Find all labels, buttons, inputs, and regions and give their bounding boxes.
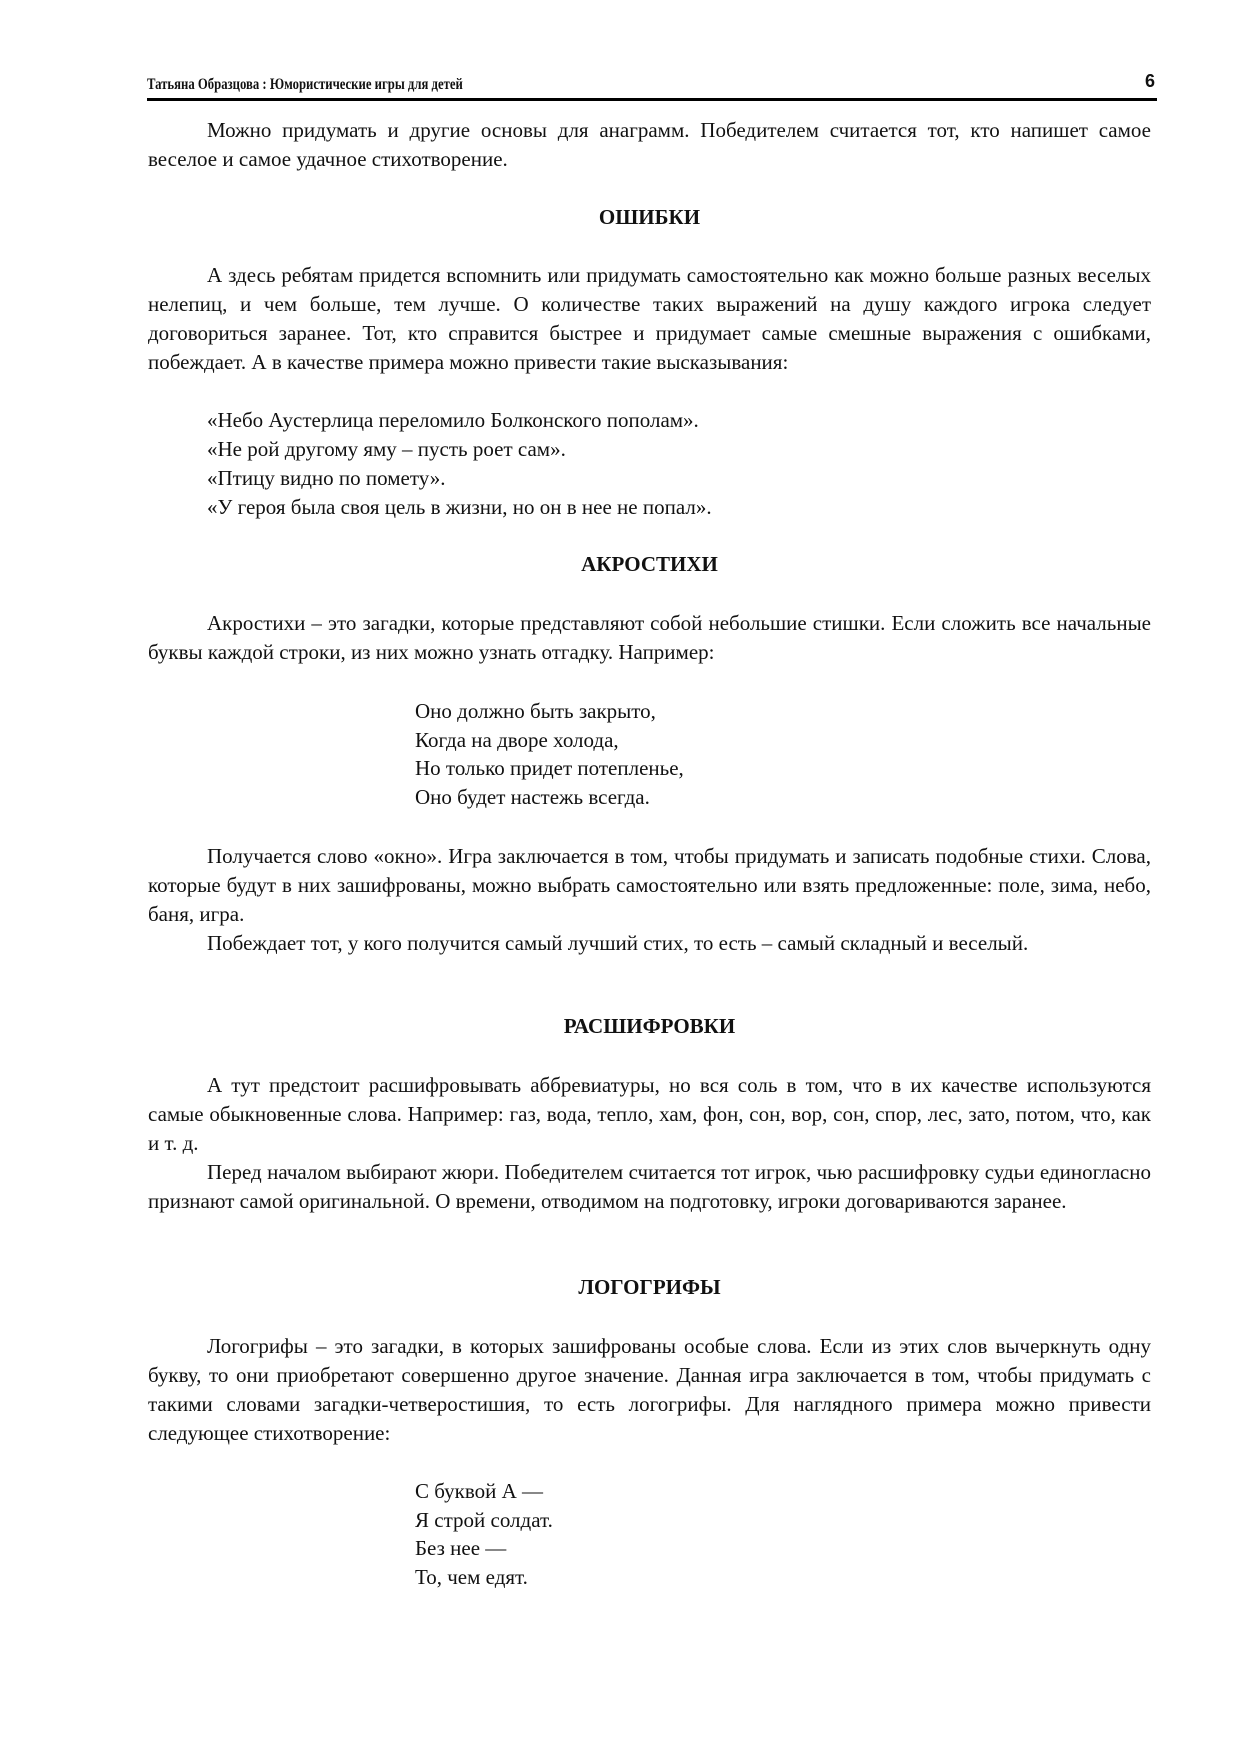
paragraph: А здесь ребятам придется вспомнить или придумать самостоятельно как можно больше разных веселых нелепиц, и чем больше, тем лучше. О количестве таких выражений на душу каждого игрока следует договориться заранее. Тот, кто справится быстрее и придумает самые смешные выражения с ошибками, побеждает. А в качестве примера можно привести такие высказывания: <box>148 263 1151 374</box>
quote-line: «Птицу видно по помету». <box>207 466 446 490</box>
intro-paragraph: Можно придумать и другие основы для анаграмм. Победителем считается тот, кто напишет самое веселое и самое удачное стихотворение. <box>148 118 1151 171</box>
poem-line: То, чем едят. <box>415 1564 528 1589</box>
logogriph-poem <box>415 1477 553 1591</box>
paragraph: Акростихи – это загадки, которые представляют собой небольшие стишки. Если сложить все начальные буквы каждой строки, из них можно узнать отгадку. Например: <box>148 611 1151 664</box>
section-heading-errors: ОШИБКИ <box>598 205 701 229</box>
poem-line: Когда на дворе холода, <box>415 727 619 752</box>
paragraph: Логогрифы – это загадки, в которых зашифрованы особые слова. Если из этих слов вычеркнуть одну букву, то они приобретают совершенно другое значение. Данная игра заключается в том, чтобы придумать с такими словами загадки-четверостишия, то есть логогрифы. Для наглядного примера можно привести следующее стихотворение: <box>148 1334 1151 1445</box>
poem-line: Я строй солдат. <box>415 1507 553 1532</box>
logogriphs-body <box>148 1332 1151 1448</box>
decoding-body <box>148 1071 1151 1216</box>
quote-line: «Не рой другому яму – пусть роет сам». <box>207 437 566 461</box>
header-title: Татьяна Образцова : Юмористические игры для детей <box>147 76 463 93</box>
errors-quotes <box>207 406 712 522</box>
paragraph: А тут предстоит расшифровывать аббревиатуры, но вся соль в том, что в их качестве используются самые обыкновенные слова. Например: газ, вода, тепло, хам, фон, сон, вор, сон, спор, лес, зато, потом, что, как и т. д. <box>148 1073 1151 1155</box>
poem-line: Оно должно быть закрыто, <box>415 699 656 723</box>
poem-line: Но только придет потепленье, <box>415 756 684 780</box>
acrostic-poem <box>415 697 684 811</box>
section-heading-acrostics: АКРОСТИХИ <box>581 552 718 576</box>
acrostics-after <box>148 842 1151 958</box>
intro-block <box>148 116 1151 174</box>
section-heading-decoding: РАСШИФРОВКИ <box>563 1014 736 1038</box>
poem-line: Оно будет настежь всегда. <box>415 784 650 809</box>
paragraph: Перед началом выбирают жюри. Победителем считается тот игрок, чью расшифровку судьи единогласно признают самой оригинальной. О времени, отводимом на подготовку, игроки договариваются заранее. <box>148 1160 1151 1213</box>
poem-line: С буквой А — <box>415 1479 544 1503</box>
section-heading-logogriphs: ЛОГОГРИФЫ <box>578 1275 721 1299</box>
errors-body <box>148 261 1151 377</box>
poem-line: Без нее — <box>415 1536 507 1560</box>
quote-line: «Небо Аустерлица переломило Болконского пополам». <box>207 408 699 432</box>
page-number: 6 <box>1144 71 1155 91</box>
running-header <box>147 70 1157 101</box>
acrostics-body <box>148 609 1151 667</box>
quote-line: «У героя была своя цель в жизни, но он в нее не попал». <box>207 495 712 519</box>
paragraph: Получается слово «окно». Игра заключается в том, чтобы придумать и записать подобные стихи. Слова, которые будут в них зашифрованы, можно выбрать самостоятельно или взять предложенные: поле, зима, небо, баня, игра. <box>148 844 1151 926</box>
paragraph: Побеждает тот, у кого получится самый лучший стих, то есть – самый складный и веселый. <box>207 931 1029 955</box>
